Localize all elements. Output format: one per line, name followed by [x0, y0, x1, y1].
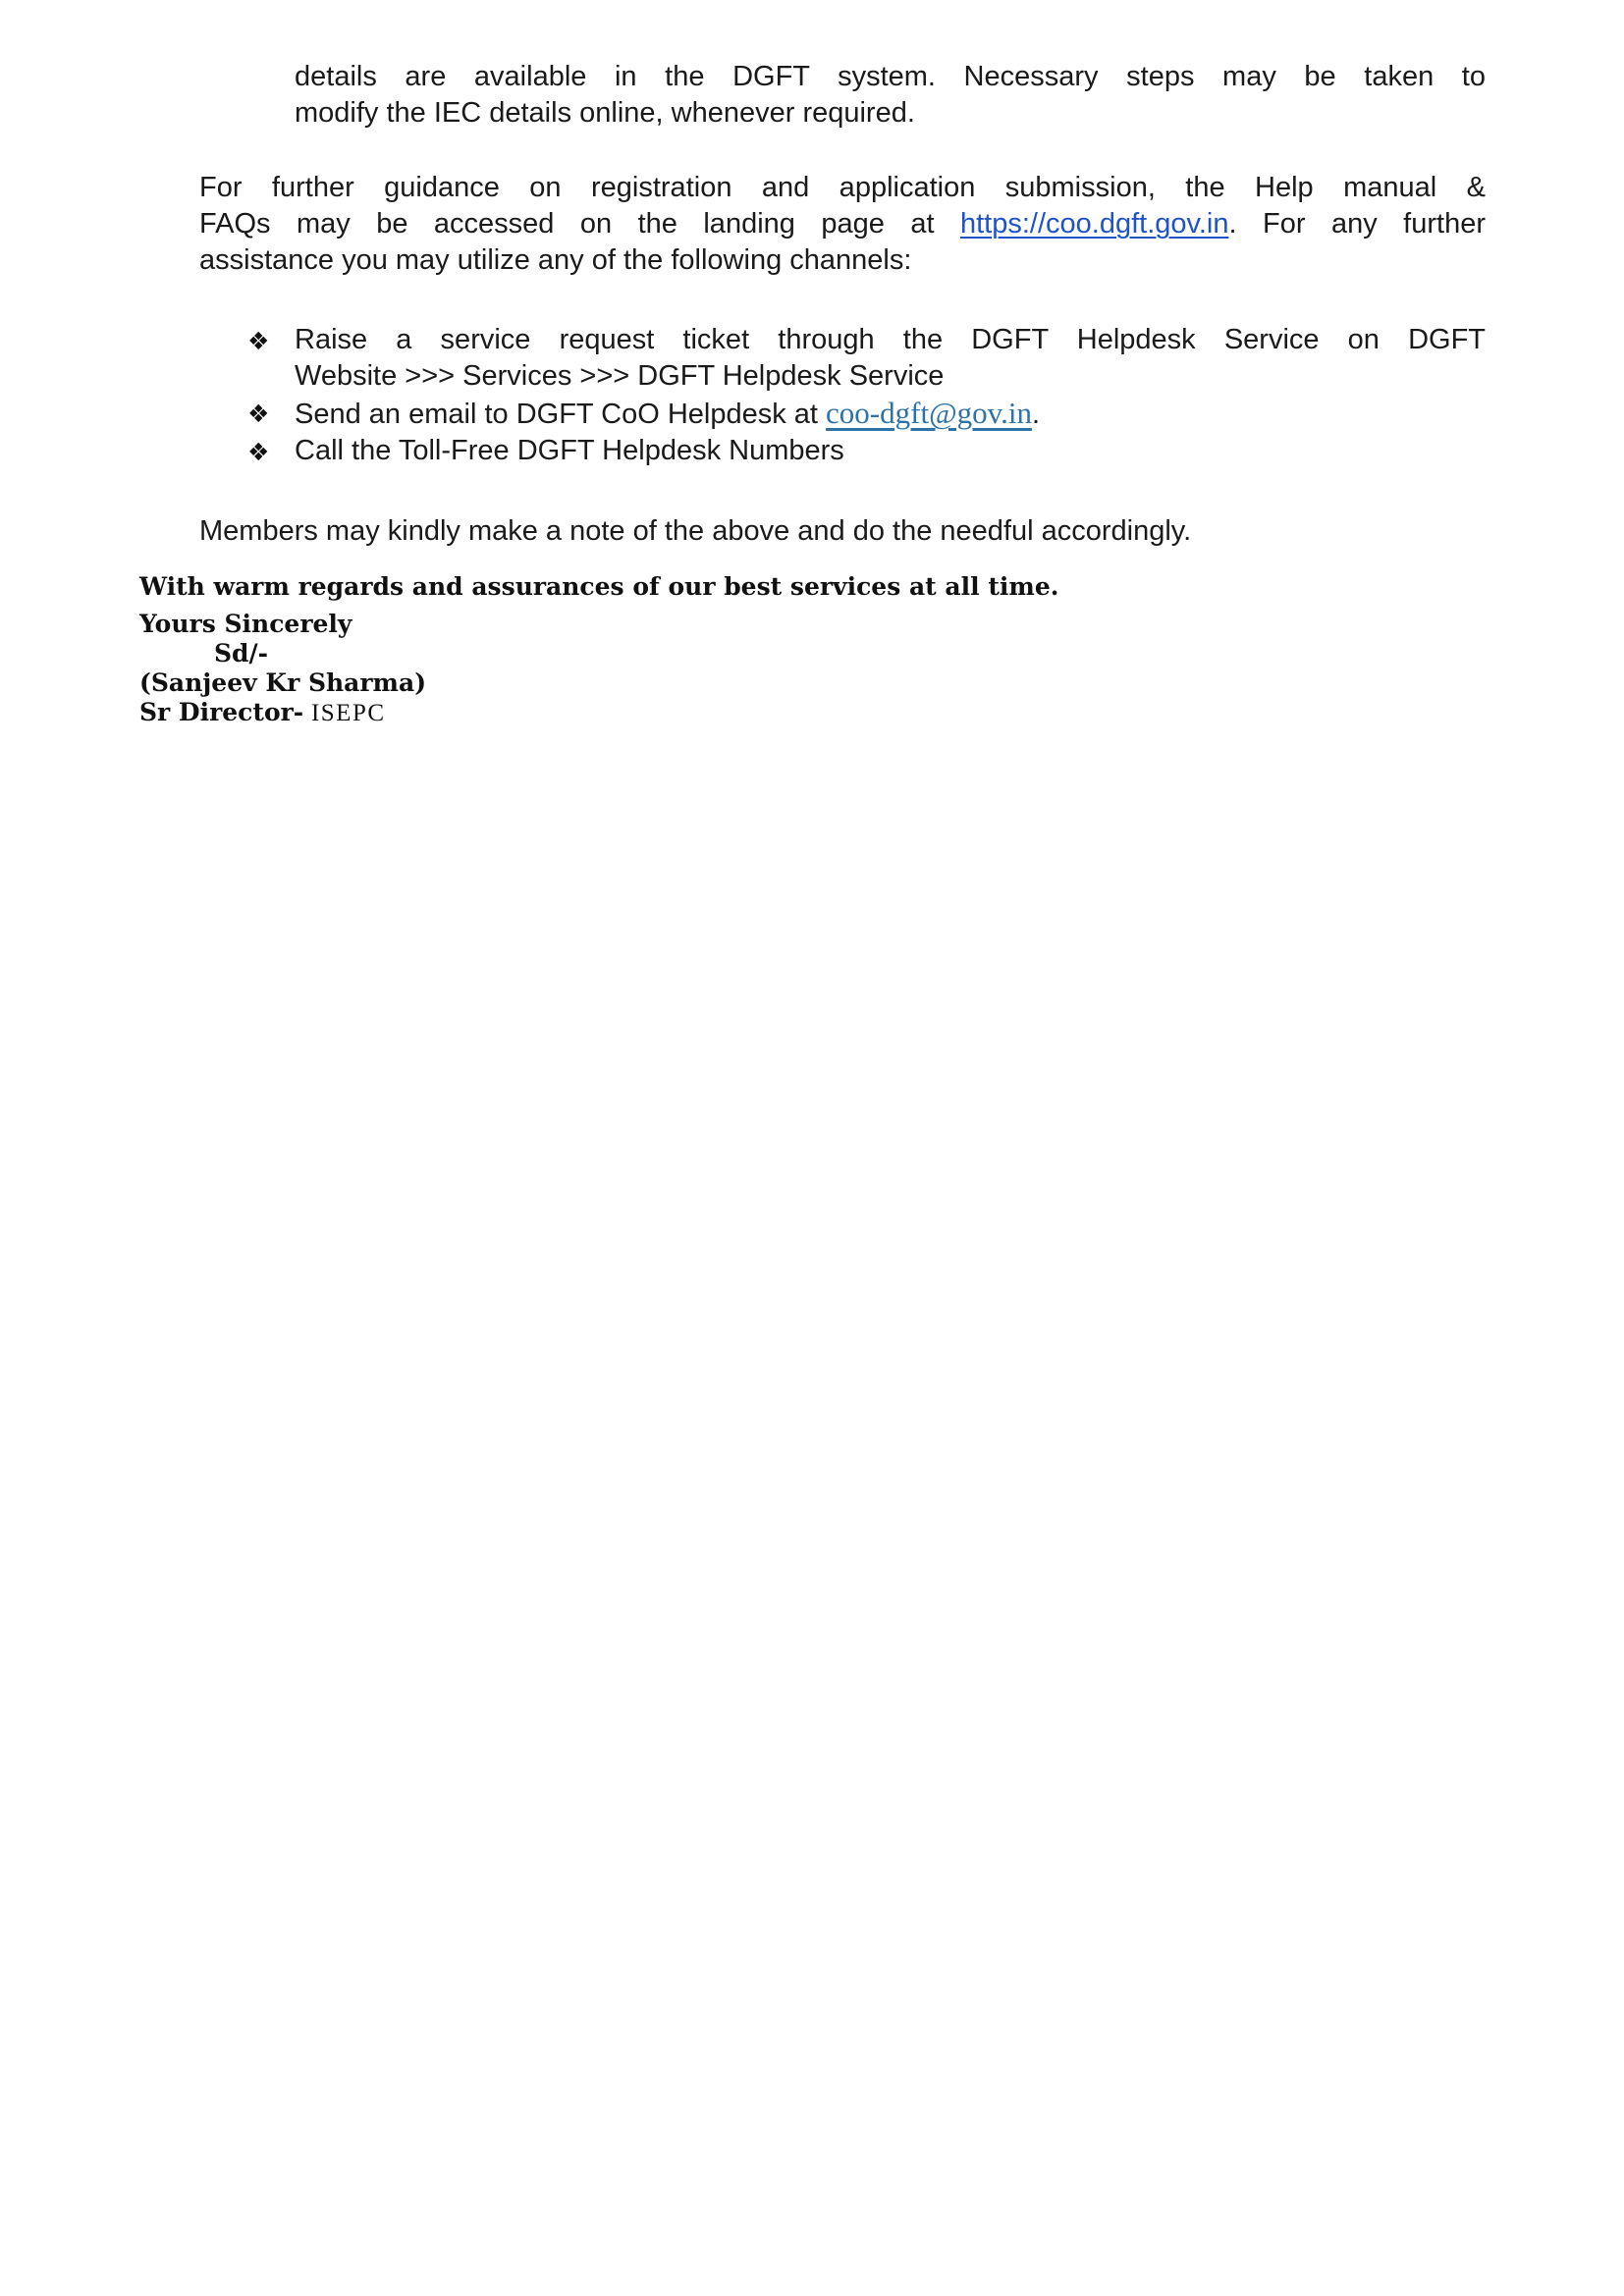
- signature-role-title: Sr Director-: [139, 698, 304, 726]
- list-item-line: Website >>> Services >>> DGFT Helpdesk Service: [295, 360, 945, 392]
- dgft-portal-link[interactable]: https://coo.dgft.gov.in: [959, 208, 1229, 240]
- paragraph-text: . For any further: [1228, 208, 1486, 240]
- list-item: [247, 322, 1486, 395]
- paragraph-line: [199, 206, 1486, 242]
- signature-block: [139, 610, 1624, 728]
- paragraph-line: details are available in the DGFT system. Necessary steps may be taken to: [295, 61, 1486, 92]
- paragraph-text: FAQs may be accessed on the landing page at: [199, 208, 960, 240]
- list-item: [247, 395, 1486, 433]
- helpdesk-email-link[interactable]: coo-dgft@gov.in: [826, 396, 1032, 430]
- signature-role-org: ISEPC: [303, 700, 386, 726]
- paragraph-members-note: Members may kindly make a note of the above and do the needful accordingly.: [199, 515, 1192, 547]
- signature-role: [139, 698, 1624, 728]
- paragraph-line: modify the IEC details online, whenever required.: [295, 97, 915, 129]
- list-item-line: Raise a service request ticket through the DGFT Helpdesk Service on DGFT: [295, 324, 1486, 355]
- diamond-bullet-icon: ❖: [247, 327, 270, 355]
- list-item-line: Call the Toll-Free DGFT Helpdesk Numbers: [295, 435, 844, 466]
- paragraph-line: For further guidance on registration and application submission, the Help manual &: [199, 172, 1486, 203]
- signature-yours-sincerely: Yours Sincerely: [139, 610, 352, 638]
- list-item-text: .: [1031, 399, 1041, 430]
- paragraph-line: assistance you may utilize any of the following channels:: [199, 244, 912, 276]
- list-item: [247, 433, 1486, 469]
- paragraph-guidance: [199, 170, 1486, 279]
- signature-name: (Sanjeev Kr Sharma): [139, 668, 427, 697]
- helpdesk-channels-list: [0, 322, 1624, 469]
- list-item-line: [295, 395, 1486, 433]
- diamond-bullet-icon: ❖: [247, 400, 270, 428]
- diamond-bullet-icon: ❖: [247, 438, 270, 466]
- paragraph-iec-details: [295, 59, 1486, 132]
- list-item-text: Send an email to DGFT CoO Helpdesk at: [295, 399, 827, 430]
- signature-sd: Sd/-: [214, 639, 269, 667]
- signature-regards-line: With warm regards and assurances of our best services at all time.: [139, 572, 1059, 601]
